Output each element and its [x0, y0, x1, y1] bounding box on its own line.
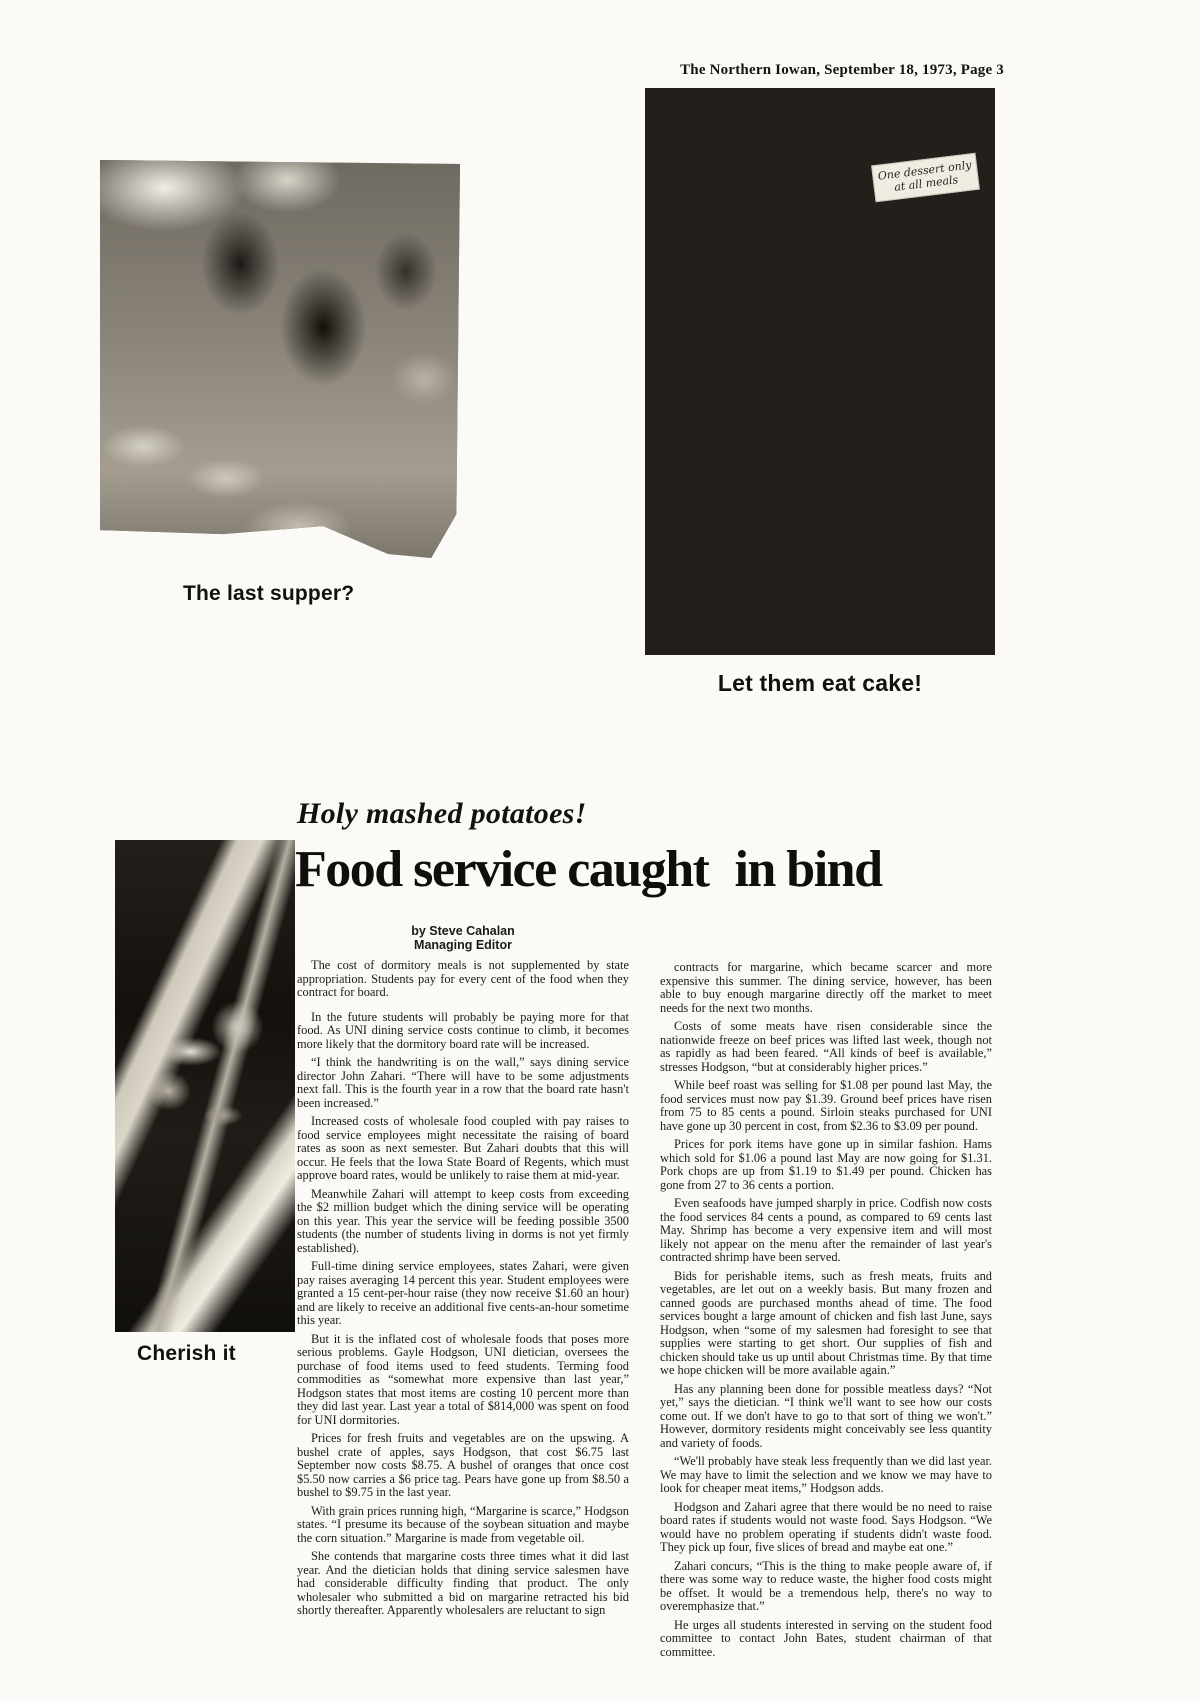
article-column-left	[297, 924, 629, 1623]
article-paragraph: Bids for perishable items, such as fresh meats, fruits and vegetables, are let out on a weekly basis. But many frozen and canned goods are purchased months ahead of time. The food services bought a large amount of chicken and fish last June, says Hodgson, when “some of my salesmen had foresight to see that supplies were starting to get short. Our supplies of fish and chicken should take us up until about Christmas time. By that time we hope chicken will be more available again.”	[660, 1268, 992, 1377]
photo-caption-cherish-it: Cherish it	[137, 1342, 236, 1365]
kicker-headline: Holy mashed potatoes!	[297, 797, 587, 830]
article-paragraph: With grain prices running high, “Margarine is scarce,” Hodgson states. “I presume its because of the soybean situation and maybe the corn situation.” Margarine is made from vegetable oil.	[297, 1503, 629, 1545]
article-paragraph: Even seafoods have jumped sharply in price. Codfish now costs the food services 84 cents a pound, as compared to 69 cents last May. Shrimp has become a very expensive item and will most likely not appear on the menu after the remainder of last year's contracted shrimp have been served.	[660, 1196, 992, 1264]
article-paragraph: “We'll probably have steak less frequently than we did last year. We may have to limit the selection and we know we may have to look for cheaper meat items,” Hodgson adds.	[660, 1454, 992, 1495]
article-paragraph: “I think the handwriting is on the wall,” says dining service director John Zahari. “There will have to be some adjustments next fall. This is the fourth year in a row that the board rate hasn't been increased.”	[297, 1055, 629, 1110]
main-headline-part1: Food service caught	[295, 841, 709, 898]
article-paragraph: contracts for margarine, which became scarcer and more expensive this summer. The dining service, however, has been able to buy enough margarine directly off the market to meet needs for the next two months.	[660, 960, 992, 1015]
byline-author: by Steve Cahalan	[411, 924, 515, 938]
byline-title: Managing Editor	[414, 938, 512, 952]
main-headline-part2: in bind	[734, 841, 882, 898]
article-paragraph: Increased costs of wholesale food coupled with pay raises to food service employees might necessitate the raising of board rates as soon as next semester. But Zahari doubts that this will occur. He feels that the Iowa State Board of Regents, which must approve board rates, would be unlikely to raise them at mid-year.	[297, 1114, 629, 1182]
masthead-dateline: The Northern Iowan, September 18, 1973, Page 3	[680, 62, 1004, 78]
byline-block	[297, 924, 629, 952]
article-paragraph: Hodgson and Zahari agree that there would be no need to raise board rates if students would not waste food. Says Hodgson. “We would have no problem operating if students didn't waste food. They pick up four, five slices of bread and maybe eat one.”	[660, 1499, 992, 1554]
handwritten-sign: One dessert only at all meals	[871, 153, 980, 203]
photo-caption-last-supper: The last supper?	[183, 582, 355, 605]
article-paragraph: Zahari concurs, “This is the thing to make people aware of, if there was some way to reduce waste, the higher food costs might be offset. It would be a tremendous help, there's no way to overemphasize that.”	[660, 1558, 992, 1613]
article-paragraph: While beef roast was selling for $1.08 per pound last May, the food services must now pay $1.39. Ground beef prices have risen from 75 to 85 cents a pound. Sirloin steaks purchased for UNI have gone up 30 percent in cost, from $2.36 to $3.09 per pound.	[660, 1078, 992, 1133]
main-headline	[295, 840, 995, 899]
article-paragraph: Prices for fresh fruits and vegetables are on the upswing. A bushel crate of apples, says Hodgson, that cost $6.75 last September now costs $8.75. A bushel of oranges that once cost $5.50 now carries a $6 price tag. Pears have gone up from $8.50 a bushel to $9.75 in the last year.	[297, 1431, 629, 1499]
article-paragraph: Costs of some meats have risen considerable since the nationwide freeze on beef prices was lifted last week, though not as rapidly as had been feared. “All kinds of beef is available,” stresses Hodgson, “but at considerably higher prices.”	[660, 1019, 992, 1074]
article-paragraph: Prices for pork items have gone up in similar fashion. Hams which sold for $1.06 a pound last May are now going for $1.31. Pork chops are up from $1.19 to $1.49 per pound. Chicken has gone from 27 to 36 cents a portion.	[660, 1137, 992, 1192]
article-paragraph: He urges all students interested in serving on the student food committee to contact John Bates, student chairman of that committee.	[660, 1617, 992, 1659]
article-column-right	[660, 961, 992, 1664]
article-paragraph: Full-time dining service employees, states Zahari, were given pay raises averaging 14 percent this year. Student employees were granted a 15 cent-per-hour raise (they now receive $1.60 an hour) and are likely to receive an additional five cents-an-hour sometime this year.	[297, 1259, 629, 1327]
serving-line-photo	[645, 88, 995, 655]
article-paragraph: But it is the inflated cost of wholesale foods that poses more serious problems. Gayle Hodgson, UNI dietician, oversees the purchase of food items used to feed students. Terming food commodities as “somewhat more expensive than last year,” Hodgson states that most items are costing 10 percent more than they did last year. Last year a total of $814,000 was spent on food for UNI dormitories.	[297, 1331, 629, 1427]
article-paragraph: Has any planning been done for possible meatless days? “Not yet,” says the dietician. “I think we'll want to see how our costs come out. If we don't have to go to that sort of thing we won't.” However, dormitory residents might conceivably see less quantity and variety of foods.	[660, 1381, 992, 1450]
article-paragraph: Meanwhile Zahari will attempt to keep costs from exceeding the $2 million budget which the dining service will be operating on this year. This year the service will be feeding possible 3500 students (the number of students living in dorms is not yet firmly established).	[297, 1186, 629, 1255]
dining-hall-photo	[100, 160, 460, 558]
photo-caption-eat-cake: Let them eat cake!	[717, 670, 923, 696]
article-paragraph: She contends that margarine costs three times what it did last year. And the dietician holds that dining service salesmen have had considerable difficulty finding that product. The only wholesaler who submitted a bid on margarine retracted his bid shortly thereafter. Apparently wholesalers are reluctant to sign	[297, 1549, 629, 1617]
dish-room-photo	[115, 840, 295, 1332]
article-paragraph: The cost of dormitory meals is not supplemented by state appropriation. Students pay for every cent of the food when they contract for board.	[297, 958, 629, 999]
article-paragraph: In the future students will probably be paying more for that food. As UNI dining service costs continue to climb, it becomes more likely that the dormitory board rate will be increased.	[297, 1009, 629, 1051]
